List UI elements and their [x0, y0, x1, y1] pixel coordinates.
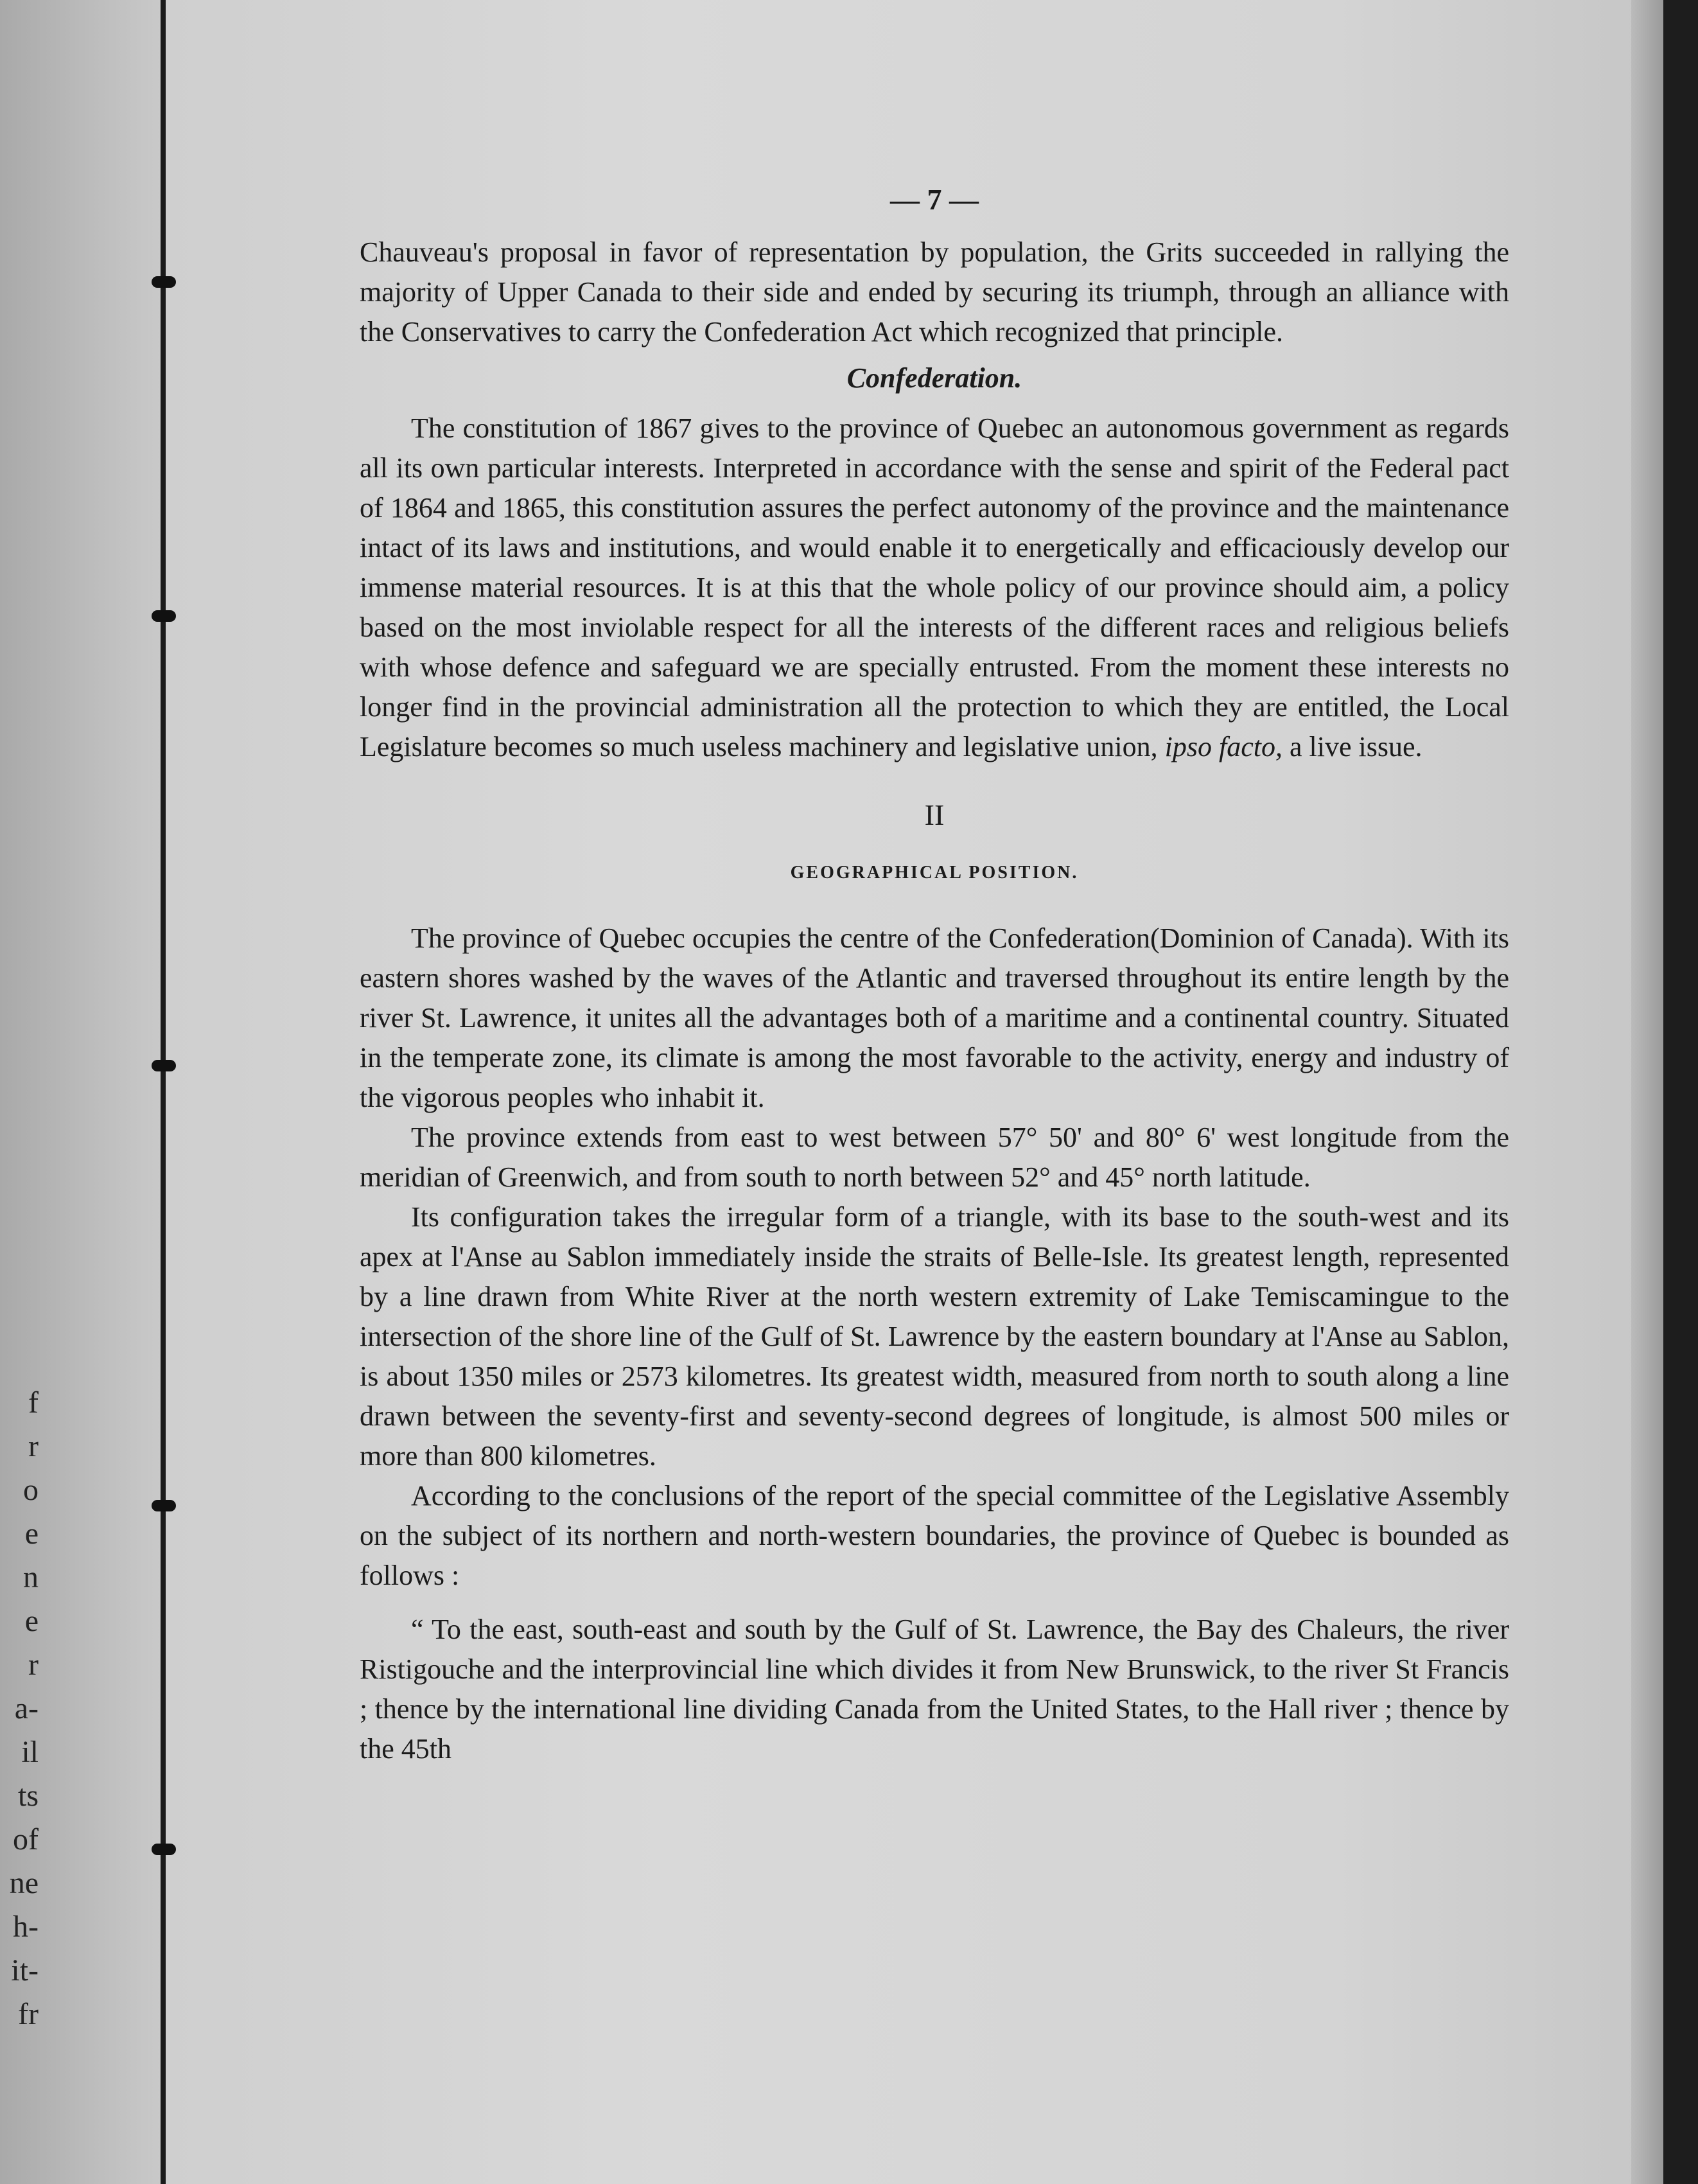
paragraph-confederation	[360, 409, 1509, 767]
fragment: of	[13, 1822, 39, 1856]
binding-stitch	[152, 1500, 176, 1511]
fragment: o	[23, 1473, 39, 1507]
binding-stitch	[152, 276, 176, 288]
fragment: il	[21, 1735, 39, 1769]
fragment: ne	[9, 1866, 39, 1900]
paragraph-geo-1: The province of Quebec occupies the centre of the Confederation(Dominion of Canada). With its eastern shores washed by the waves of the Atlantic and traversed throughout its entire length by the river St. Lawrence, it unites all the advantages both of a maritime and a continental country. Situated in the temperate zone, its climate is among the most favorable to the activity, energy and industry of the vigorous peoples who inhabit it.	[360, 922, 1509, 1113]
fragment: h-	[13, 1910, 39, 1944]
chapter-numeral: II	[924, 798, 945, 831]
paragraph-geo-4: According to the conclusions of the report of the special committee of the Legislative Assembly on the subject of its northern and north-western boundaries, the province of Quebec is bounded as follows :	[360, 1480, 1509, 1591]
fragment: it-	[11, 1953, 39, 1987]
section-heading-confederation: Confederation.	[846, 362, 1022, 394]
fragment: e	[24, 1604, 39, 1638]
fragment: r	[28, 1648, 39, 1682]
previous-page-strip	[0, 0, 161, 2184]
binding-stitch	[152, 1844, 176, 1855]
paragraph-geo-3: Its configuration takes the irregular form of a triangle, with its base to the south-west and its apex at l'Anse au Sablon immediately inside the straits of Belle-Isle. Its greatest length, represented by a line drawn from White River at the north western extremity of Lake Temiscamingue to the intersection of the shore line of the Gulf of St. Lawrence by the eastern boundary at l'Anse au Sablon, is about 1350 miles or 2573 kilometres. Its greatest width, measured from north to south along a line drawn between the seventy-first and seventy-second degrees of longitude, is almost 500 miles or more than 800 kilometres.	[360, 1201, 1509, 1472]
fragment: a-	[14, 1691, 39, 1725]
quoted-boundary-description: “ To the east, south-east and south by the Gulf of St. Lawrence, the Bay des Chaleurs, the river Ristigouche and the interprovincial line which divides it from New Brunswick, to the river St Francis ; thence by the international line dividing Canada from the United States, to the Hall river ; thence by the 45th	[360, 1614, 1509, 1765]
fragment: e	[24, 1517, 39, 1551]
paragraph-text-end: a live issue.	[1289, 731, 1422, 762]
previous-page-fragments	[0, 1381, 39, 2036]
paragraph-text: The constitution of 1867 gives to the province of Quebec an autonomous government as regards all its own particular interests. Interpreted in accordance with the sense and spirit of the Federal pact of 1864 and 1865, this constitution assures the perfect autonomy of the province and the maintenance intact of its laws and institutions, and would enable it to energetically and efficaciously develop our immense material resources. It is at this that the whole policy of our province should aim, a policy based on the most inviolable respect for all the interests of the different races and religious beliefs with whose defence and safeguard we are specially entrusted. From the moment these interests no longer find in the provincial administration all the protection to which they are entitled, the Local Legislature becomes so much useless machinery and legislative union,	[360, 412, 1509, 762]
latin-phrase: ipso facto,	[1164, 731, 1282, 762]
binding-stitch	[152, 610, 176, 622]
paragraph-geo-2: The province extends from east to west between 57° 50' and 80° 6' west longitude from the meridian of Greenwich, and from south to north between 52° and 45° north latitude.	[360, 1122, 1509, 1193]
section-heading-geographical: GEOGRAPHICAL POSITION.	[790, 863, 1079, 883]
paragraph-intro: Chauveau's proposal in favor of representation by population, the Grits succeeded in rallying the majority of Upper Canada to their side and ended by securing its triumph, through an alliance with the Conservatives to carry the Confederation Act which recognized that principle.	[360, 236, 1509, 348]
page-edge	[1631, 0, 1663, 2184]
page-number: — 7 —	[890, 183, 979, 216]
page-content	[360, 180, 1509, 1769]
fragment: ts	[17, 1779, 39, 1813]
fragment: f	[28, 1386, 39, 1420]
binding-stitch	[152, 1060, 176, 1071]
fragment: n	[23, 1560, 39, 1594]
fragment: r	[28, 1429, 39, 1463]
scan-background	[1663, 0, 1698, 2184]
fragment: fr	[18, 1997, 39, 2031]
binding-line	[161, 0, 166, 2184]
